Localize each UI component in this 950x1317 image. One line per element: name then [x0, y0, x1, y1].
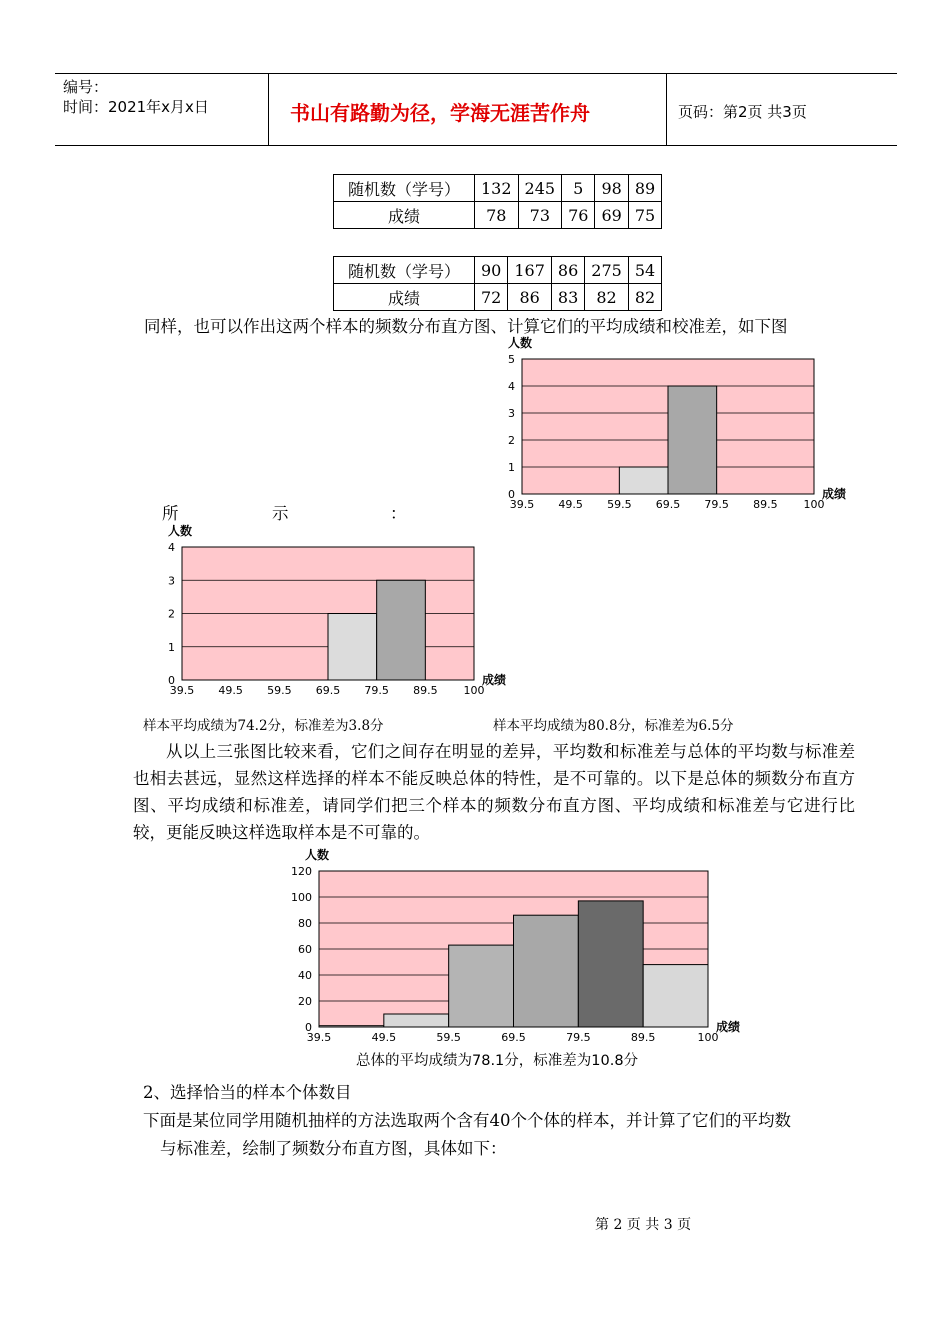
table-cell: 90 [475, 257, 508, 284]
header-divider-left [268, 73, 269, 145]
y-tick-label: 4 [508, 380, 515, 393]
table-cell: 78 [475, 202, 519, 229]
x-tick-label: 69.5 [315, 684, 341, 697]
intro-paragraph: 同样，也可以作出这两个样本的频数分布直方图、计算它们的平均成绩和校准差，如下图 [144, 317, 788, 336]
table-cell: 5 [562, 175, 595, 202]
y-tick-label: 2 [168, 607, 175, 621]
x-tick-label: 39.5 [509, 498, 535, 511]
caption-population: 总体的平均成绩为78.1分，标准差为10.8分 [356, 1053, 639, 1069]
histogram-bar [643, 965, 708, 1027]
y-tick-label: 0 [168, 674, 175, 687]
histogram-sample-2 [500, 333, 860, 515]
section-paragraph-line-1: 下面是某位同学用随机抽样的方法选取两个含有40个个体的样本，并计算了它们的平均数 [143, 1111, 791, 1130]
y-tick-label: 4 [168, 541, 175, 554]
x-tick-label: 49.5 [371, 1031, 397, 1043]
table-cell: 76 [562, 202, 595, 229]
row-header: 随机数（学号） [334, 257, 475, 284]
comparison-paragraph: 从以上三张图比较来看，它们之间存在明显的差异，平均数和标准差与总体的平均数与标准差也相去甚远，显然这样选择的样本不能反映总体的特性，是不可靠的。以下是总体的频数分布直方图、平均成绩和标准差，请同学们把三个样本的频数分布直方图、平均成绩和标准差与它进行比较，更能反映这样选取样本是不可靠的。 [133, 742, 855, 842]
table-cell: 83 [551, 284, 584, 311]
table-cell: 82 [585, 284, 629, 311]
x-tick-label: 59.5 [267, 684, 292, 697]
table-cell: 132 [475, 175, 519, 202]
table-cell: 82 [628, 284, 661, 311]
caption-sample-1: 样本平均成绩为74.2分，标准差为3.8分 [143, 718, 384, 734]
y-tick-label: 20 [298, 995, 312, 1008]
histogram-bar [619, 467, 668, 494]
section-paragraph-line-2: 与标准差，绘制了频数分布直方图，具体如下： [160, 1139, 507, 1158]
row-header: 随机数（学号） [334, 175, 475, 202]
table-cell: 86 [508, 284, 552, 311]
table-cell: 86 [551, 257, 584, 284]
table-cell: 275 [585, 257, 629, 284]
x-tick-label: 79.5 [704, 498, 729, 511]
x-tick-label: 89.5 [413, 684, 438, 697]
row-header: 成绩 [334, 202, 475, 229]
sample-table-1 [333, 174, 662, 229]
table-cell: 245 [518, 175, 562, 202]
y-tick-label: 100 [291, 891, 312, 904]
x-axis-label: 成绩 [716, 1020, 741, 1034]
table-cell: 89 [628, 175, 661, 202]
table-row [334, 175, 662, 202]
table-cell: 98 [595, 175, 628, 202]
intro-colon: ： [390, 504, 407, 523]
x-tick-label: 39.5 [169, 684, 195, 697]
histogram-sample-1 [155, 520, 515, 700]
y-axis-label: 人数 [305, 848, 330, 862]
histogram-bar [319, 1026, 384, 1027]
y-tick-label: 3 [508, 407, 515, 420]
y-tick-label: 0 [305, 1021, 312, 1034]
y-tick-label: 0 [508, 488, 515, 501]
table-cell: 72 [475, 284, 508, 311]
header-top-rule [55, 73, 897, 74]
x-tick-label: 79.5 [566, 1031, 591, 1043]
header-time-label: 时间：2021年x月x日 [63, 98, 209, 116]
x-tick-label: 69.5 [655, 498, 681, 511]
x-tick-label: 59.5 [436, 1031, 461, 1043]
table-cell: 54 [628, 257, 661, 284]
y-axis-label: 人数 [168, 524, 193, 538]
y-tick-label: 80 [298, 917, 312, 930]
x-tick-label: 39.5 [306, 1031, 332, 1043]
y-tick-label: 60 [298, 943, 312, 956]
sample-table-2 [333, 256, 662, 311]
row-header: 成绩 [334, 284, 475, 311]
table-row [334, 202, 662, 229]
y-tick-label: 2 [508, 434, 515, 447]
table-cell: 75 [628, 202, 661, 229]
page-footer: 第 2 页 共 3 页 [595, 1217, 692, 1233]
x-tick-label: 49.5 [558, 498, 583, 511]
x-tick-label: 89.5 [753, 498, 778, 511]
table-row [334, 284, 662, 311]
y-tick-label: 1 [508, 461, 515, 474]
y-tick-label: 3 [168, 574, 175, 588]
x-tick-label: 89.5 [630, 1031, 656, 1043]
x-tick-label: 100 [463, 684, 485, 697]
table-cell: 69 [595, 202, 628, 229]
x-tick-label: 69.5 [501, 1031, 526, 1043]
x-tick-label: 49.5 [218, 684, 243, 697]
caption-sample-2: 样本平均成绩为80.8分，标准差为6.5分 [493, 718, 734, 734]
y-tick-label: 120 [291, 865, 312, 878]
header-motto: 书山有路勤为径，学海无涯苦作舟 [290, 101, 590, 125]
table-cell: 73 [518, 202, 562, 229]
header-divider-right [666, 73, 667, 145]
y-tick-label: 40 [298, 969, 312, 982]
x-tick-label: 59.5 [607, 498, 632, 511]
table-cell: 167 [508, 257, 552, 284]
table-row [334, 257, 662, 284]
x-axis-label: 成绩 [482, 673, 507, 687]
x-tick-label: 100 [803, 498, 825, 511]
histogram-bar [668, 386, 717, 494]
x-axis-label: 成绩 [822, 487, 847, 501]
histogram-bar [449, 945, 514, 1027]
header-bottom-rule [55, 145, 897, 146]
header-page-info: 页码：第2页 共3页 [678, 103, 807, 121]
y-tick-label: 1 [168, 640, 175, 654]
header-number-label: 编号： [63, 78, 109, 96]
histogram-bar [514, 915, 579, 1027]
intro-shi: 示 [272, 504, 289, 523]
section-heading: 2、选择恰当的样本个体数目 [143, 1083, 352, 1102]
x-tick-label: 100 [697, 1031, 719, 1043]
histogram-bar [328, 614, 377, 681]
histogram-population [284, 838, 764, 1043]
y-tick-label: 5 [508, 353, 515, 366]
histogram-bar [377, 580, 426, 680]
intro-suo: 所 [162, 504, 179, 523]
histogram-bar [384, 1014, 449, 1027]
x-tick-label: 79.5 [364, 684, 389, 697]
histogram-bar [578, 901, 643, 1027]
y-axis-label: 人数 [508, 336, 533, 350]
